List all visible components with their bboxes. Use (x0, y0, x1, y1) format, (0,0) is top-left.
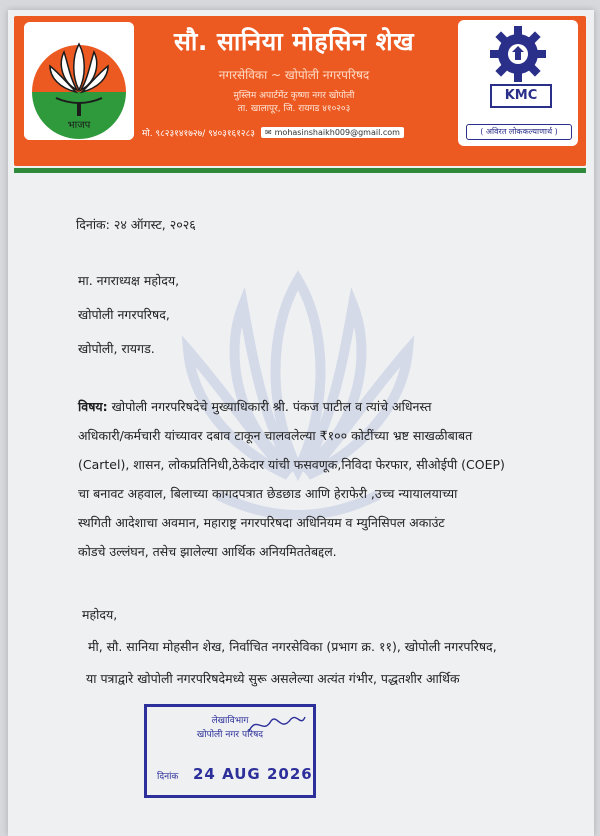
recipient-line-1: मा. नगराध्यक्ष महोदय, (78, 273, 180, 288)
subject-line: (Cartel), शासन, लोकप्रतिनिधी,ठेकेदार यांची फसवणूक,निविदा फेरफार, सीओईपी (COEP) (78, 457, 505, 472)
kmc-slogan: ( अविरत लोककल्याणार्थ ) (466, 124, 572, 140)
letter-paper (8, 10, 594, 836)
body-paragraph-2: या पत्राद्वारे खोपोली नगरपरिषदेमध्ये सुरू असलेल्या अत्यंत गंभीर, पद्धतशीर आर्थिक (86, 671, 460, 686)
stamp-department: लेखाविभाग (211, 716, 249, 726)
letter-date: दिनांक: २४ ऑगस्ट, २०२६ (76, 217, 196, 232)
letterhead-name: सौ. सानिया मोहसिन शेख (173, 27, 415, 56)
subject-line: विषय: खोपोली नगरपरिषदेचे मुख्याधिकारी श्री. पंकज पाटील व त्यांचे अधिनस्त (78, 399, 432, 414)
received-stamp (144, 704, 316, 798)
letterhead-designation: नगरसेविका ~ खोपोली नगरपरिषद (218, 68, 370, 82)
bjp-logo (24, 22, 134, 140)
email-text: mohasinshaikh009@gmail.com (274, 128, 400, 137)
subject-line: अधिकारी/कर्मचारी यांच्यावर दबाव टाकून चालवलेल्या ₹१०० कोटींच्या भ्रष्ट साखळीबाबत (78, 428, 473, 443)
subject-line: चा बनावट अहवाल, बिलाच्या कागदपत्रात छेडछाड आणि हेराफेरी ,उच्च न्यायालयाच्या (78, 486, 458, 501)
kmc-gear-icon (458, 24, 578, 84)
salutation: महोदय, (82, 607, 118, 622)
phone-text: मो. ९८२३१४१७२७/ ९४०३१६१२८३ (142, 129, 255, 139)
subject-line: स्थगिती आदेशाचा अवमान, महाराष्ट्र नगरपरिषदा अधिनियम व म्युनिसिपल अकाउंट (78, 515, 445, 530)
recipient-line-3: खोपोली, रायगड. (78, 341, 155, 356)
letterhead-contact (142, 126, 458, 139)
stamp-date-label: दिनांक (157, 772, 179, 782)
recipient-line-2: खोपोली नगरपरिषद, (78, 307, 170, 322)
address-line-2: ता. खालापूर, जि. रायगड ४१०२०३ (237, 104, 351, 114)
letterhead-banner (14, 16, 586, 166)
kmc-logo (458, 20, 578, 146)
signature-icon (247, 711, 307, 737)
subject-line: कोडचे उल्लंघन, तसेच झालेल्या आर्थिक अनियमिततेबद्दल. (78, 544, 337, 559)
svg-text:भाजप: भाजप (67, 120, 91, 131)
bjp-lotus-icon (24, 22, 134, 140)
subject-label: विषय: (78, 399, 108, 414)
email-icon: ✉ (264, 128, 272, 137)
letterhead-address (144, 90, 444, 116)
address-line-1: मुस्लिम अपार्टमेंट कृष्णा नगर खोपोली (233, 91, 355, 101)
kmc-badge: KMC (490, 84, 552, 108)
subject-block (78, 392, 558, 566)
stamp-office: खोपोली नगर परिषद (196, 730, 264, 740)
stamp-date: 24 AUG 2026 (193, 765, 313, 783)
email-box (261, 127, 404, 138)
header-divider (14, 168, 586, 173)
body-paragraph-1: मी, सौ. सानिया मोहसीन शेख, निर्वाचित नगरसेविका (प्रभाग क्र. ११), खोपोली नगरपरिषद, (88, 639, 497, 654)
